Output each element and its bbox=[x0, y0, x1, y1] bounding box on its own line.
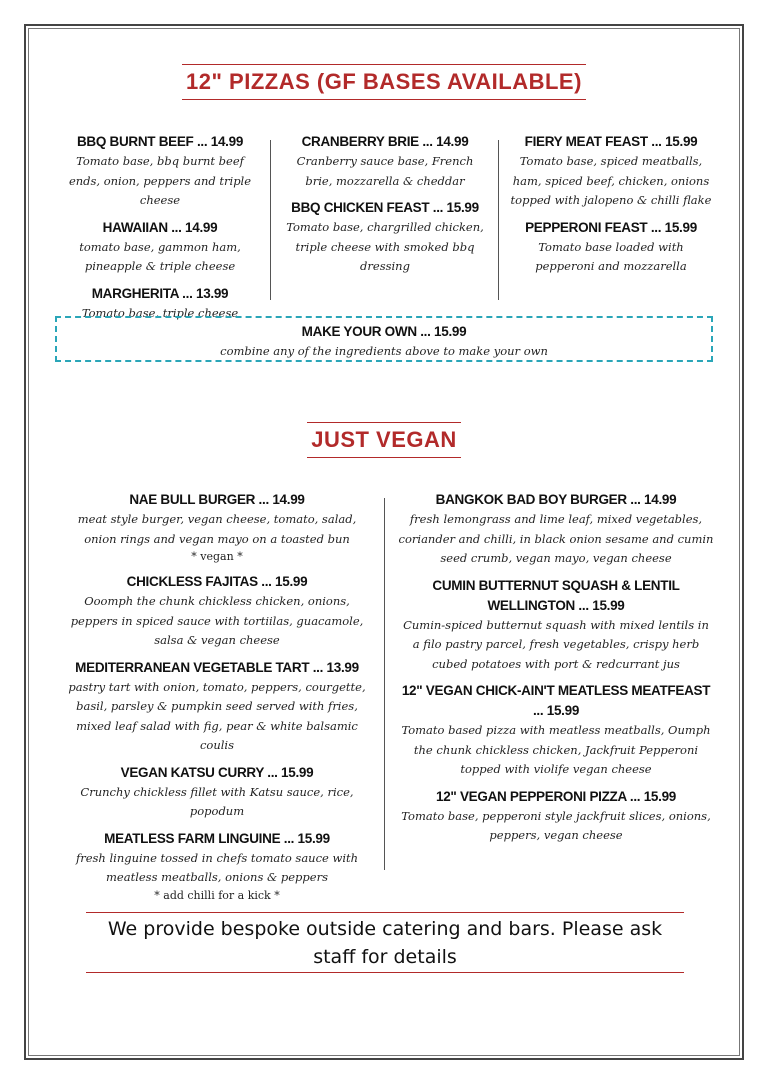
item-name: 12" VEGAN PEPPERONI PIZZA ... 15.99 bbox=[436, 788, 676, 804]
menu-item bbox=[398, 787, 714, 846]
column-divider bbox=[498, 140, 499, 300]
item-name: PEPPERONI FEAST ... 15.99 bbox=[525, 219, 697, 235]
column-divider bbox=[384, 498, 385, 870]
item-description: Tomato base loaded with pepperoni and mozzarella bbox=[535, 239, 687, 273]
item-description: Crunchy chickless fillet with Katsu sauce, rice, popodum bbox=[80, 784, 354, 818]
item-description: Tomato base, pepperoni style jackfruit slices, onions, peppers, vegan cheese bbox=[401, 808, 711, 842]
menu-item bbox=[60, 218, 260, 277]
item-description: combine any of the ingredients above to make your own bbox=[220, 344, 548, 358]
menu-item bbox=[508, 132, 714, 211]
item-name: BBQ CHICKEN FEAST ... 15.99 bbox=[291, 200, 479, 215]
item-name: MARGHERITA ... 13.99 bbox=[91, 285, 229, 301]
menu-item bbox=[62, 572, 372, 651]
item-description: Ooomph the chunk chickless chicken, onions, peppers in spiced sauce with tortiilas, guacamole, salsa & vegan cheese bbox=[70, 594, 364, 647]
menu-item bbox=[62, 763, 372, 822]
item-description: pastry tart with onion, tomato, peppers, courgette, basil, parsley & pumpkin seed served with fries, mixed leaf salad with fig, pear & white balsamic coulis bbox=[68, 679, 366, 752]
item-description: fresh lemongrass and lime leaf, mixed vegetables, coriander and chilli, in black onion sesame and cumin seed crumb, vegan mayo, vegan cheese bbox=[398, 512, 714, 565]
item-name: MEDITERRANEAN VEGETABLE TART ... 13.99 bbox=[75, 659, 359, 675]
item-name: VEGAN KATSU CURRY ... 15.99 bbox=[120, 764, 314, 780]
pizzas-column-1 bbox=[60, 132, 260, 330]
item-name: BANGKOK BAD BOY BURGER ... 14.99 bbox=[435, 492, 677, 507]
vegan-section-title bbox=[0, 422, 768, 458]
column-divider bbox=[270, 140, 271, 300]
pizzas-column-3 bbox=[508, 132, 714, 284]
menu-item bbox=[62, 490, 372, 565]
menu-item bbox=[508, 218, 714, 277]
menu-item bbox=[398, 490, 714, 569]
item-description: Tomato base, spiced meatballs, ham, spiced beef, chicken, onions topped with jalopeno & chilli flake bbox=[510, 154, 712, 207]
item-description: tomato base, gammon ham, pineapple & triple cheese bbox=[79, 239, 241, 273]
item-description: Tomato base, bbq burnt beef ends, onion, peppers and triple cheese bbox=[68, 154, 252, 207]
item-name: FIERY MEAT FEAST ... 15.99 bbox=[524, 134, 698, 149]
item-name: 12" VEGAN CHICK-AIN'T MEATLESS MEATFEAST ... 15.99 bbox=[401, 683, 711, 718]
item-name: MEATLESS FARM LINGUINE ... 15.99 bbox=[104, 830, 330, 846]
item-description: fresh linguine tossed in chefs tomato sauce with meatless meatballs, onions & peppers bbox=[75, 850, 359, 884]
vegan-column-right bbox=[398, 490, 714, 853]
item-name: CHICKLESS FAJITAS ... 15.99 bbox=[126, 574, 308, 589]
item-description: meat style burger, vegan cheese, tomato, salad, onion rings and vegan mayo on a toasted bun bbox=[77, 512, 357, 546]
item-description: Tomato base, chargrilled chicken, triple cheese with smoked bbq dressing bbox=[286, 220, 484, 273]
item-description: Cumin-spiced butternut squash with mixed lentils in a filo pastry parcel, fresh vegetables, crispy herb cubed potatoes with port & redcurrant jus bbox=[403, 617, 709, 671]
vegan-title-text: JUST VEGAN bbox=[307, 422, 461, 458]
item-note: * vegan * bbox=[191, 550, 243, 563]
item-description: Cranberry sauce base, French brie, mozzarella & cheddar bbox=[296, 154, 474, 188]
item-description: Tomato base, triple cheese bbox=[81, 305, 239, 320]
vegan-column-left bbox=[62, 490, 372, 911]
menu-item bbox=[62, 829, 372, 904]
item-name: MAKE YOUR OWN ... 15.99 bbox=[301, 324, 467, 339]
menu-item bbox=[62, 658, 372, 756]
menu-item bbox=[283, 132, 487, 191]
item-note: * add chilli for a kick * bbox=[154, 888, 280, 902]
menu-item bbox=[398, 576, 714, 675]
pizzas-column-2 bbox=[283, 132, 487, 284]
item-name: BBQ BURNT BEEF ... 14.99 bbox=[76, 134, 244, 149]
item-name: NAE BULL BURGER ... 14.99 bbox=[129, 492, 305, 507]
make-your-own-box bbox=[55, 316, 713, 362]
pizzas-title-text: 12" PIZZAS (GF BASES AVAILABLE) bbox=[182, 64, 586, 100]
menu-item bbox=[283, 198, 487, 277]
item-name: CUMIN BUTTERNUT SQUASH & LENTIL WELLINGTON ... 15.99 bbox=[432, 577, 680, 613]
item-name: HAWAIIAN ... 14.99 bbox=[102, 219, 218, 235]
footer-text: We provide bespoke outside catering and bars. Please ask staff for details bbox=[107, 918, 663, 968]
item-description: Tomato based pizza with meatless meatballs, Oumph the chunk chickless chicken, Jackfruit Pepperoni topped with violife vegan cheese bbox=[401, 723, 711, 776]
menu-item bbox=[398, 681, 714, 780]
item-name: CRANBERRY BRIE ... 14.99 bbox=[301, 134, 469, 149]
menu-item bbox=[60, 132, 260, 211]
footer-note bbox=[86, 912, 684, 973]
pizzas-section-title bbox=[0, 64, 768, 100]
